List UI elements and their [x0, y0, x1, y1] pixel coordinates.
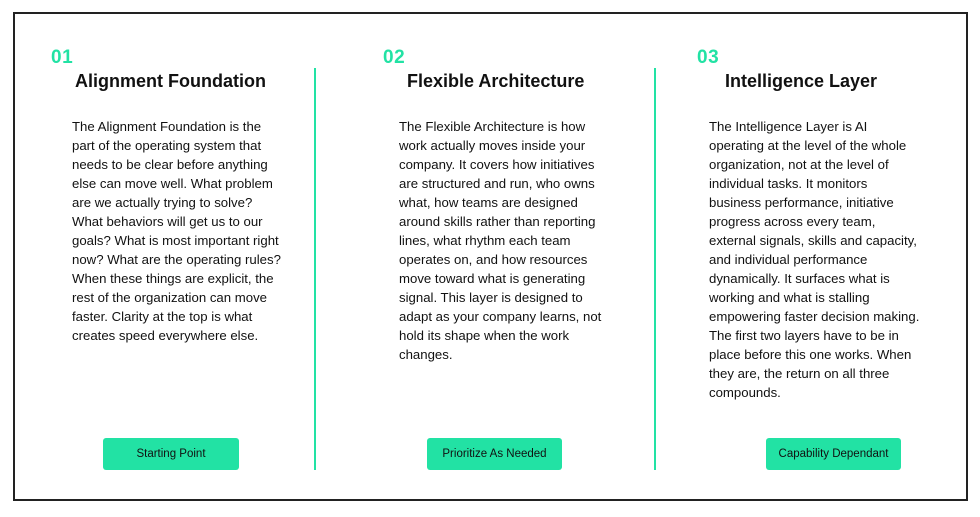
column-divider-1 [314, 68, 316, 470]
capability-dependant-button[interactable]: Capability Dependant [766, 438, 901, 470]
column-1-number: 01 [51, 47, 74, 68]
column-3-title: Intelligence Layer [725, 71, 878, 91]
prioritize-as-needed-button[interactable]: Prioritize As Needed [427, 438, 562, 470]
column-3-description: The Intelligence Layer is AI operating at the level of the whole organization, not at the level of individual tasks. It monitors business performance, initiative progress across every team, external signals, skills and capacity, and individual performance dynamically. It surfaces what is working and what is stalling empowering faster decision making. The first two layers have to be in place before this one works. When they are, the return on all three compounds. [709, 119, 920, 400]
column-2-title: Flexible Architecture [407, 71, 585, 91]
starting-point-button[interactable]: Starting Point [103, 438, 239, 470]
column-3-number: 03 [697, 47, 720, 68]
column-1-description: The Alignment Foundation is the part of the operating system that needs to be clear before anything else can move well. What problem are we actually trying to solve? What behaviors will get us to our goals? What is most important right now? What are the operating rules? When these things are explicit, the rest of the organization can move faster. Clarity at the top is what creates speed everywhere else. [72, 119, 281, 343]
column-1-title: Alignment Foundation [75, 71, 266, 91]
column-divider-2 [654, 68, 656, 470]
column-2-description: The Flexible Architecture is how work actually moves inside your company. It covers how initiatives are structured and run, who owns what, how teams are designed around skills rather than reporting lines, what rhythm each team operates on, and how resources move toward what is generating signal. This layer is designed to adapt as your company learns, not hold its shape when the work changes. [399, 119, 602, 362]
column-2-number: 02 [383, 47, 406, 68]
